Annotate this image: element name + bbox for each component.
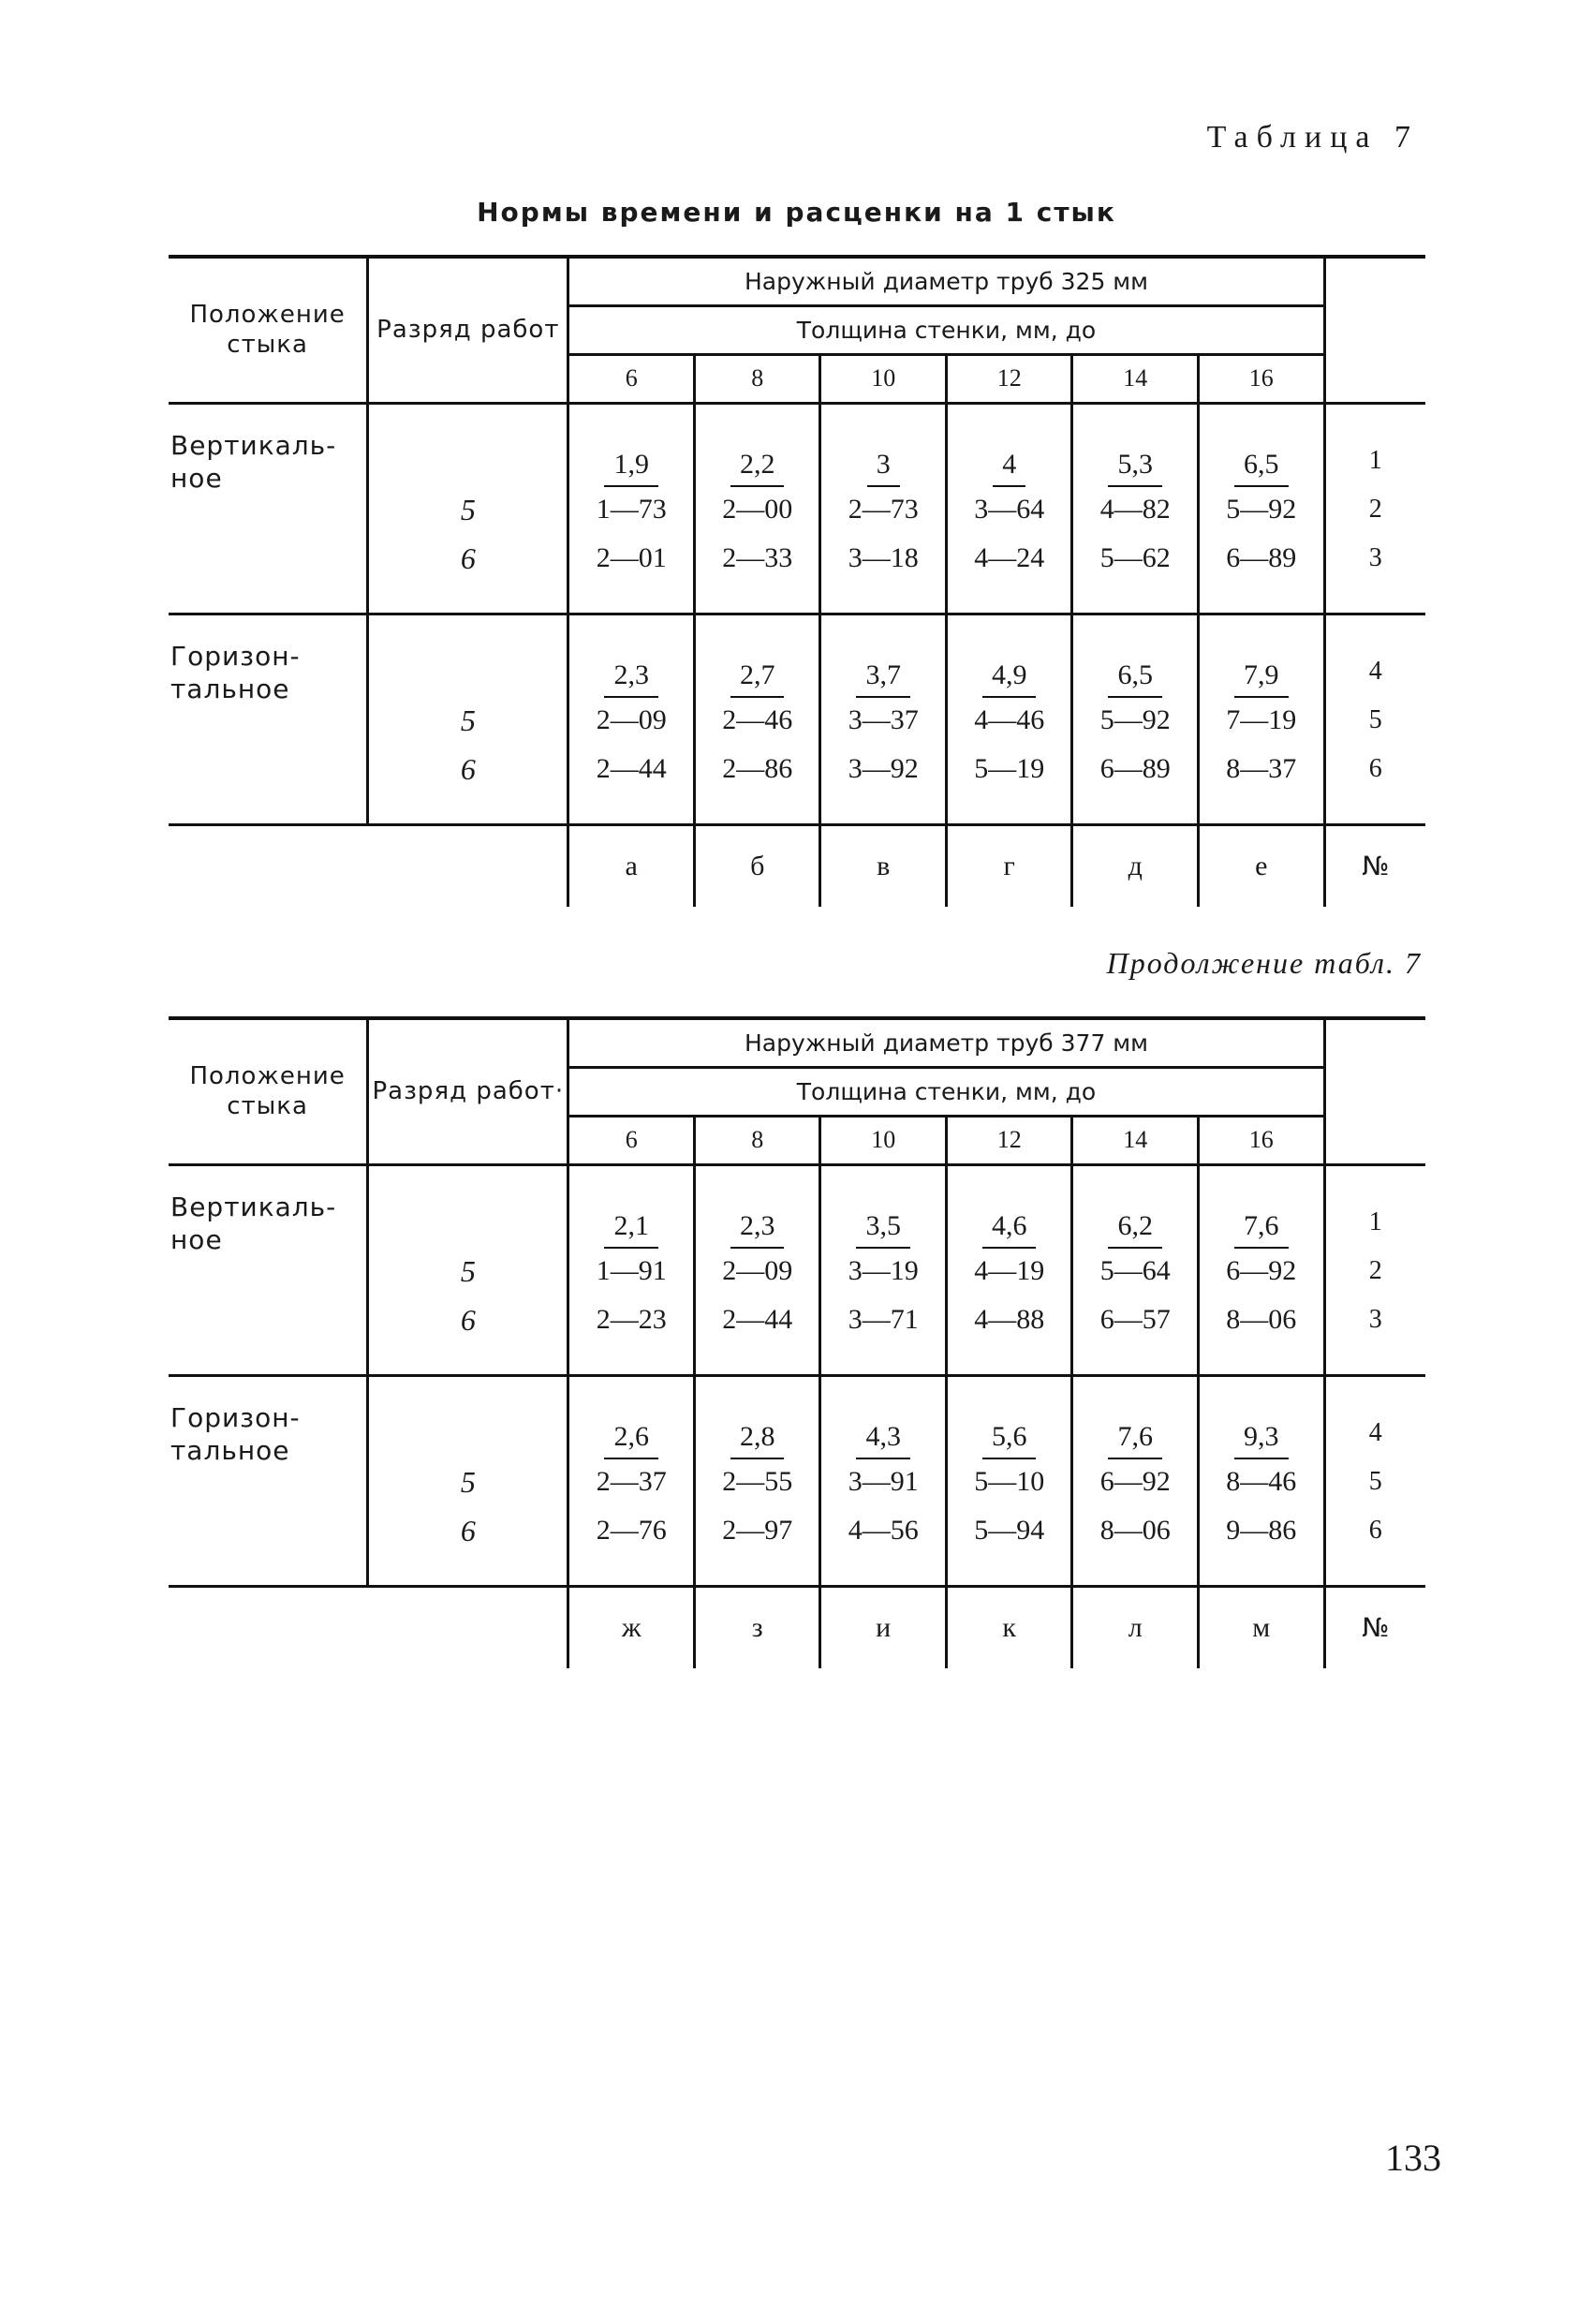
norm-rate-cell [568,1375,695,1586]
column-letter: л [1072,1586,1199,1668]
grade-value [369,1458,567,1506]
rate-grade-5 [696,1247,819,1295]
rate-grade-6 [1200,745,1323,793]
time-norm [821,1198,945,1247]
time-norm [1073,1409,1197,1458]
thickness-value: 14 [1072,354,1199,403]
header-thickness: Толщина стенки, мм, до [568,305,1324,354]
rate-grade-5 [821,485,945,534]
rate-grade-6 [696,1506,819,1555]
rate-grade-6-text: 5—19 [974,752,1045,784]
time-norm-text: 3 [867,444,900,487]
rate-grade-5 [696,696,819,745]
grade-value-text: 6 [460,1302,476,1337]
row-number-text: 3 [1368,1304,1382,1334]
row-number [1326,1409,1425,1458]
grade-value [369,745,567,793]
time-norm-text: 2,3 [604,655,658,698]
norm-rate-cell [694,403,820,614]
rate-grade-6-text: 9—86 [1226,1514,1297,1546]
norm-rate-cell [568,1164,695,1375]
column-letter: а [568,824,695,907]
rate-grade-5 [821,696,945,745]
row-number [1326,1458,1425,1506]
norm-rate-cell [694,1375,820,1586]
rate-grade-6 [569,1295,693,1344]
norm-rate-cell [946,403,1072,614]
time-norm-text: 3,7 [856,655,910,698]
time-norm-text: 4,6 [982,1206,1037,1249]
rate-grade-5-text: 3—91 [848,1465,919,1497]
norm-rate-cell [568,614,695,824]
norm-rate-cell [820,614,947,824]
time-norm-text: 2,3 [730,1206,785,1249]
rate-grade-5 [1200,485,1323,534]
thickness-value: 16 [1198,354,1324,403]
norm-rate-cell [568,403,695,614]
rate-grade-6 [821,745,945,793]
time-norm [696,647,819,696]
thickness-value: 10 [820,354,947,403]
header-number-blank [1324,1018,1425,1164]
grade-blank [369,1198,567,1247]
rate-grade-5-text: 2—09 [722,1254,793,1286]
rate-grade-6 [696,1295,819,1344]
thickness-value: 10 [820,1116,947,1164]
row-number [1326,1198,1425,1247]
time-norm [948,437,1071,485]
time-norm-text: 2,8 [730,1416,785,1459]
row-numbers [1324,1375,1425,1586]
rate-grade-6 [948,534,1071,583]
row-number [1326,647,1425,696]
rate-grade-6-text: 8—06 [1099,1514,1171,1546]
rate-grade-6-text: 8—37 [1226,752,1297,784]
rate-grade-5-text: 4—19 [974,1254,1045,1286]
norm-rate-cell [820,1164,947,1375]
rate-grade-5 [948,1247,1071,1295]
row-number [1326,437,1425,485]
rate-grade-6-text: 3—71 [848,1303,919,1335]
rate-grade-5 [1200,696,1323,745]
rate-grade-5-text: 5—92 [1099,703,1171,735]
grade-column [368,1164,568,1375]
rate-grade-5-text: 6—92 [1099,1465,1171,1497]
time-norm-text: 1,9 [604,444,658,487]
column-letter: м [1198,1586,1324,1668]
rate-grade-6-text: 6—89 [1099,752,1171,784]
rate-grade-5 [696,1458,819,1506]
rate-grade-5-text: 2—55 [722,1465,793,1497]
time-norm [821,1409,945,1458]
row-number-text: 2 [1368,494,1382,524]
norm-rate-cell [1072,1164,1199,1375]
rate-grade-5 [1200,1458,1323,1506]
thickness-value: 12 [946,354,1072,403]
time-norm [821,437,945,485]
number-mark: № [1362,851,1390,881]
time-norm-text: 5,3 [1108,444,1162,487]
time-norm [696,437,819,485]
footer-blank [169,1586,368,1668]
time-norm-text: 7,6 [1234,1206,1289,1249]
rate-grade-6 [1073,745,1197,793]
rate-grade-6 [569,745,693,793]
grade-column [368,403,568,614]
rate-grade-5 [821,1247,945,1295]
rate-grade-5-text: 2—37 [596,1465,667,1497]
time-norm [1200,647,1323,696]
time-norm [1200,437,1323,485]
rate-grade-5-text: 2—46 [722,703,793,735]
header-number-blank [1324,257,1425,403]
norm-rate-cell [694,1164,820,1375]
time-norm [1073,647,1197,696]
header-position: Положение стыка [169,1018,368,1164]
rate-grade-6-text: 2—76 [596,1514,667,1546]
rate-grade-5-text: 4—82 [1099,493,1171,525]
time-norm-text: 6,2 [1108,1206,1162,1249]
rate-grade-6-text: 5—62 [1099,541,1171,573]
time-norm [948,1198,1071,1247]
table-label: Таблица 7 [1206,120,1419,155]
time-norm [569,437,693,485]
thickness-value: 8 [694,354,820,403]
rate-grade-6 [1073,534,1197,583]
rate-grade-5-text: 3—37 [848,703,919,735]
time-norm-text: 4,9 [982,655,1037,698]
page-number: 133 [1385,2137,1441,2179]
footer-blank [169,824,368,907]
norm-rate-cell [694,614,820,824]
rate-grade-6-text: 2—44 [596,752,667,784]
norm-rate-cell [820,403,947,614]
time-norm-text: 6,5 [1108,655,1162,698]
header-grade: Разряд работ [368,257,568,403]
norm-rate-cell [1072,1375,1199,1586]
continuation-label: Продолжение табл. 7 [1106,946,1422,980]
rate-grade-5-text: 6—92 [1226,1254,1297,1286]
time-norm-text: 3,5 [856,1206,910,1249]
row-number [1326,745,1425,793]
rate-grade-5-text: 3—64 [974,493,1045,525]
column-letter: г [946,824,1072,907]
document-title: Нормы времени и расценки на 1 стык [477,197,1116,228]
grade-value-text: 6 [460,540,476,575]
row-number [1326,1295,1425,1344]
rate-grade-6 [1073,1295,1197,1344]
header-diameter: Наружный диаметр труб 377 мм [568,1018,1324,1067]
grade-value [369,534,567,583]
grade-value-text: 5 [460,1464,476,1499]
rate-grade-6 [821,534,945,583]
rate-grade-5 [948,696,1071,745]
footer-blank [368,1586,568,1668]
rate-grade-6-text: 3—92 [848,752,919,784]
rate-grade-6 [948,745,1071,793]
row-number-text: 5 [1368,704,1382,734]
norm-table-377 [169,1016,1425,1668]
time-norm-text: 7,9 [1234,655,1289,698]
grade-value [369,1247,567,1295]
rate-grade-5 [948,485,1071,534]
rate-grade-5-text: 8—46 [1226,1465,1297,1497]
time-norm [696,1409,819,1458]
column-letter: ж [568,1586,695,1668]
column-letter: е [1198,824,1324,907]
rate-grade-6 [1200,1506,1323,1555]
row-numbers [1324,403,1425,614]
rate-grade-6-text: 2—23 [596,1303,667,1335]
row-number [1326,1247,1425,1295]
rate-grade-6 [1200,534,1323,583]
time-norm [948,1409,1071,1458]
grade-value [369,485,567,534]
rate-grade-6-text: 2—33 [722,541,793,573]
time-norm [821,647,945,696]
row-number-text: 4 [1368,1417,1382,1447]
norm-rate-cell [946,614,1072,824]
rate-grade-6-text: 8—06 [1226,1303,1297,1335]
rate-grade-5 [1073,1247,1197,1295]
rate-grade-6 [1200,1295,1323,1344]
column-letter: д [1072,824,1199,907]
rate-grade-5 [1073,1458,1197,1506]
rate-grade-5-text: 2—00 [722,493,793,525]
row-number-text: 2 [1368,1255,1382,1285]
rate-grade-5 [569,1247,693,1295]
norm-rate-cell [946,1375,1072,1586]
grade-blank [369,647,567,696]
rate-grade-6 [948,1506,1071,1555]
time-norm [1073,437,1197,485]
rate-grade-5 [696,485,819,534]
column-letter: в [820,824,947,907]
norm-rate-cell [820,1375,947,1586]
column-letter: и [820,1586,947,1668]
time-norm-text: 5,6 [982,1416,1037,1459]
time-norm [948,647,1071,696]
time-norm-text: 2,7 [730,655,785,698]
rate-grade-5-text: 5—92 [1226,493,1297,525]
row-number-text: 3 [1368,542,1382,572]
thickness-value: 6 [568,1116,695,1164]
grade-value-text: 6 [460,1513,476,1547]
grade-value-text: 6 [460,751,476,786]
rate-grade-5 [569,1458,693,1506]
rate-grade-5-text: 3—19 [848,1254,919,1286]
rate-grade-6-text: 2—01 [596,541,667,573]
time-norm-text: 4 [993,444,1025,487]
rate-grade-6-text: 2—97 [722,1514,793,1546]
position-label: Вертикаль- ное [169,403,368,614]
time-norm-text: 7,6 [1108,1416,1162,1459]
time-norm [1200,1409,1323,1458]
grade-value [369,1295,567,1344]
norm-rate-cell [1072,403,1199,614]
time-norm [1200,1198,1323,1247]
column-letter: б [694,824,820,907]
row-numbers [1324,614,1425,824]
thickness-value: 6 [568,354,695,403]
rate-grade-5-text: 4—46 [974,703,1045,735]
rate-grade-5-text: 7—19 [1226,703,1297,735]
footer-blank [368,824,568,907]
time-norm [569,1198,693,1247]
norm-rate-cell [946,1164,1072,1375]
rate-grade-6-text: 6—89 [1226,541,1297,573]
row-number [1326,696,1425,745]
rate-grade-6 [569,534,693,583]
row-number [1326,534,1425,583]
rate-grade-5 [821,1458,945,1506]
time-norm [569,647,693,696]
rate-grade-6-text: 4—56 [848,1514,919,1546]
rate-grade-5-text: 1—73 [596,493,667,525]
time-norm-text: 4,3 [856,1416,910,1459]
grade-value-text: 5 [460,492,476,526]
norm-table-325 [169,255,1425,907]
thickness-value: 16 [1198,1116,1324,1164]
grade-value-text: 5 [460,1253,476,1288]
rate-grade-5 [948,1458,1071,1506]
rate-grade-6-text: 4—88 [974,1303,1045,1335]
rate-grade-6-text: 4—24 [974,541,1045,573]
header-diameter: Наружный диаметр труб 325 мм [568,257,1324,305]
rate-grade-6 [821,1506,945,1555]
rate-grade-6-text: 6—57 [1099,1303,1171,1335]
row-number-text: 5 [1368,1466,1382,1496]
row-number [1326,1506,1425,1555]
grade-value [369,696,567,745]
rate-grade-5 [569,485,693,534]
time-norm [696,1198,819,1247]
column-letter: к [946,1586,1072,1668]
thickness-value: 14 [1072,1116,1199,1164]
rate-grade-6 [948,1295,1071,1344]
time-norm [569,1409,693,1458]
norm-rate-cell [1072,614,1199,824]
header-thickness: Толщина стенки, мм, до [568,1067,1324,1116]
grade-value [369,1506,567,1555]
row-number-text: 1 [1368,445,1382,475]
rate-grade-5 [1073,696,1197,745]
time-norm-text: 6,5 [1234,444,1289,487]
rate-grade-5-text: 1—91 [596,1254,667,1286]
time-norm-text: 2,1 [604,1206,658,1249]
rate-grade-6-text: 5—94 [974,1514,1045,1546]
rate-grade-5-text: 5—10 [974,1465,1045,1497]
grade-column [368,614,568,824]
row-number [1326,485,1425,534]
rate-grade-6-text: 2—86 [722,752,793,784]
norm-rate-cell [1198,1375,1324,1586]
row-number-text: 1 [1368,1206,1382,1236]
rate-grade-6 [696,745,819,793]
row-number-text: 4 [1368,656,1382,686]
row-number-text: 6 [1368,1515,1382,1545]
norm-rate-cell [1198,403,1324,614]
row-number-text: 6 [1368,753,1382,783]
thickness-value: 8 [694,1116,820,1164]
norm-rate-cell [1198,614,1324,824]
rate-grade-6 [569,1506,693,1555]
rate-grade-6 [821,1295,945,1344]
row-numbers [1324,1164,1425,1375]
time-norm-text: 2,6 [604,1416,658,1459]
column-letter: з [694,1586,820,1668]
rate-grade-5-text: 2—73 [848,493,919,525]
rate-grade-6-text: 2—44 [722,1303,793,1335]
grade-blank [369,1409,567,1458]
rate-grade-5 [569,696,693,745]
time-norm [1073,1198,1197,1247]
rate-grade-6 [696,534,819,583]
header-grade: Разряд работ· [368,1018,568,1164]
rate-grade-5-text: 5—64 [1099,1254,1171,1286]
header-position: Положение стыка [169,257,368,403]
position-label: Вертикаль- ное [169,1164,368,1375]
rate-grade-6-text: 3—18 [848,541,919,573]
time-norm-text: 9,3 [1234,1416,1289,1459]
thickness-value: 12 [946,1116,1072,1164]
position-label: Горизон- тальное [169,614,368,824]
rate-grade-5 [1200,1247,1323,1295]
number-mark: № [1362,1612,1390,1643]
rate-grade-5 [1073,485,1197,534]
rate-grade-5-text: 2—09 [596,703,667,735]
norm-rate-cell [1198,1164,1324,1375]
grade-value-text: 5 [460,703,476,737]
time-norm-text: 2,2 [730,444,785,487]
rate-grade-6 [1073,1506,1197,1555]
grade-blank [369,437,567,485]
position-label: Горизон- тальное [169,1375,368,1586]
grade-column [368,1375,568,1586]
